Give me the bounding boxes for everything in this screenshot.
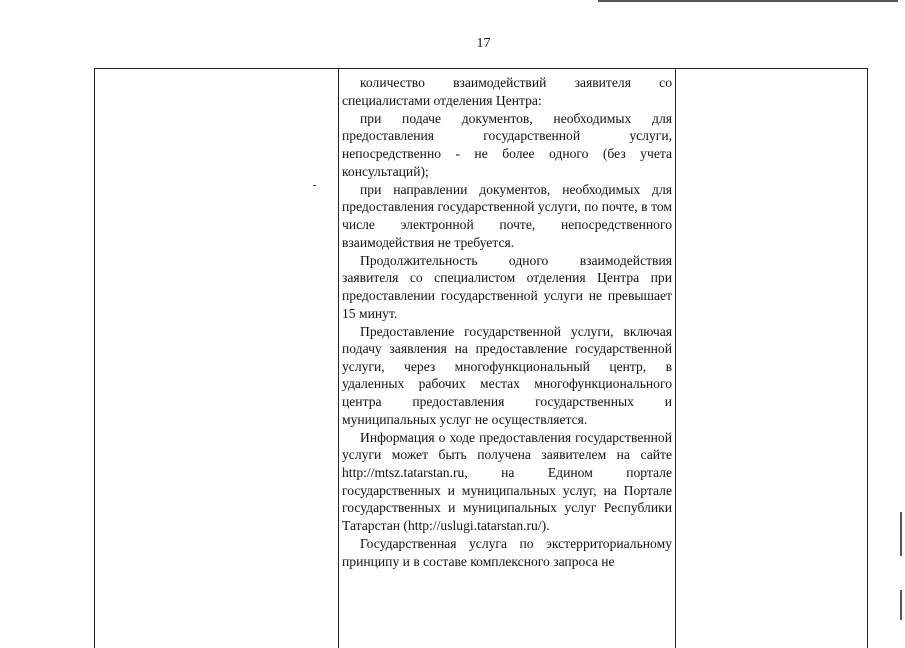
document-table [94,68,868,648]
paragraph-mfc-provision: Предоставление государственной услуги, включая подачу заявления на предоставление государственной услуги, через многофункциональный центр, в удаленных рабочих местах многофункционального центра предоставления государственных и муниципальных услуг не осуществляется. [342,323,672,427]
paragraph-submission-by-mail: при направлении документов, необходимых для предоставления государственной услуги, по почте, в том числе электронной почте, непосредственного взаимодействия не требуется. [342,181,672,250]
column-divider-right [675,69,676,648]
top-scan-rule [598,0,898,2]
column-divider-left [338,69,339,648]
scan-edge-mark [900,512,902,556]
paragraph-interactions-count: количество взаимодействий заявителя со специалистами отделения Центра: [342,75,672,108]
stray-scan-mark [313,185,316,186]
paragraph-extraterritorial: Государственная услуга по экстерриториальному принципу и в составе комплексного запроса не [342,536,672,569]
table-text-column [342,74,672,571]
page-number: 17 [476,36,491,51]
paragraph-submission-in-person: при подаче документов, необходимых для предоставления государственной услуги, непосредственно - не более одного (без учета консультаций); [342,110,672,179]
paragraph-interaction-duration: Продолжительность одного взаимодействия заявителя со специалистом отделения Центра при предоставлении государственной услуги не превышает 15 минут. [342,252,672,321]
scan-edge-mark [900,590,902,620]
paragraph-progress-information: Информация о ходе предоставления государственной услуги может быть получена заявителем на сайте http://mtsz.tatarstan.ru, на Едином портале государственных и муниципальных услуг, на Портале государственных и муниципальных услуг Республики Татарстан (http://uslugi.tatarstan.ru/). [342,429,672,533]
